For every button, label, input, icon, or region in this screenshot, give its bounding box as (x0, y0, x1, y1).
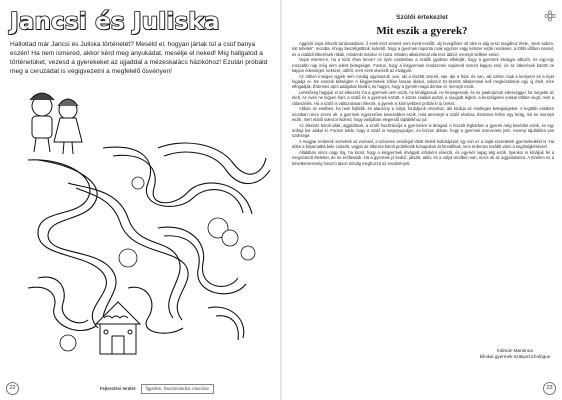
article-paragraph: Lehetőség hagyjuk el az étkezést: ha a gyermek nem eszik, ne kínálgassuk, ne fenyegessük, és ne jutalmazzuk édességgel, ha megette az ételt. Az evés ne legyen harc a szülő és a gyermek között. A közös családi asztal, a nyugodt légkör, a beszélgetés sokkal többet segít, mint a rábeszélés. Ha a szülő is változatosan étkezik, a gyerek is könnyebben próbál ki új ízeket. (292, 90, 554, 106)
author-signature (480, 348, 550, 360)
author-role: klinikai gyermek-szakpszichológus (479, 354, 550, 359)
maze-drawing (8, 88, 274, 376)
article-paragraph: Abban az esetben, ha nem fejlődik, és alacsony a súlya, forduljunk orvoshoz, aki kizárja az esetleges betegségeket. A legtöbb esetben azonban nincs szervi ok: a gyermek egyszerűen kevesebbet eszik, mint amennyit a szülő elvárna. Érdemes felírni egy hétig, mit és mennyit eszik, mert ebből sokszor kiderül, hogy valójában elegendő táplálékhoz jut. (292, 106, 554, 122)
gingerbread-house-drawing (96, 302, 140, 354)
development-area-value: figyelem, finommotorika, memória (141, 384, 214, 394)
article-paragraph: Aggódó anya érkezik tanácsadásra: ő évek közt semmit nem evett ezelőtt, oly levegőben ott ülve is alig veszi magához étele, ,Nem tudom, mit tehetek”, mondta. Ahogy beszélgettünk, kiderült, hogy a gyermek naponta csak egyszer vagy kétszer eszik rendesen, a többi időben nassol, és a családi étkezések ritkák, mindenki máskor ér haza. Minden alkalommal vita lesz abból, mennyit kellene ennie. (292, 41, 554, 57)
article-title: Mit eszik a gyerek? (376, 25, 468, 37)
article-paragraph: Az étkezés körüli viták, aggódások, a szülő frusztrációja a gyermekre is átragad. A feszült légkörben a gyerek még kevésbé eszik, és egy ördögi kör alakul ki. Fontos tehát, hogy a szülő is megnyugodjon, és bízzon abban, hogy a gyermek szervezete jelzi, mennyi táplálékra van szüksége. (292, 122, 554, 139)
author-name: Kálmán Marianna (496, 348, 533, 353)
section-kicker: Szülői értekezlet (396, 14, 448, 21)
development-area-note (100, 384, 214, 392)
article-paragraph: Az otthon ínséges ügyek nem mindig ugyanazok: van, aki a tésztát szereti, van, aki a húst, és van, aki szinte csak a kenyeret és a tejet fogadja el. Ne essünk kétségbe! A kisgyermekek ízlése lassan alakul, sokszor tíz-tizenöt alkalommal kell megkóstolniuk egy új ételt, mire elfogadják. Érdemes apró adagokat kínálni, és hagyni, hogy a gyerek maga döntse el, mennyit eszik. (292, 73, 554, 90)
title-banner (10, 8, 274, 36)
page-number: 22 (6, 382, 19, 395)
page-title: Jancsi és Juliska (10, 9, 220, 35)
footer-left (0, 378, 280, 400)
children-figure (30, 93, 82, 154)
article-paragraph: A magyar emberek szerettek az evéssel, a szívesen vendégül látott ételek kultúrájával; így van ez a saját szeretteink gyermekeikkel is. Ha ebbe a folyamatba bele csúszik, vagyis az étkezés körüli problémák hónapokon át fennállnak, nem érdemes tovább várni a segítségkéréssel. (292, 139, 554, 150)
maze-illustration (8, 88, 274, 376)
article-paragraph: Általában nincs nagy baj, ha kicsit, hogy a kisgyermek étvágyát időnként elveszti, és egy-két napig alig eszik. Ilyenkor is kínáljuk fel a megszokott ételeket, de ne erőltessük. Ha a gyermek jó kedvű, játszik, aktív, és a súlya rendben van, nincs ok az aggodalomra. A türelem és a következetesség hosszú távon mindig meghozza az eredményét. (292, 150, 554, 166)
development-area-label: Fejlesztési terület: (100, 386, 137, 391)
left-page (0, 0, 280, 400)
article-paragraph: Vajon elverné-e, ha a kicsi éhes lenne? Az ilyen esetekben a szülők gyakran elfelejtik, hogy a gyermek étvágya változó, és egy-egy rosszabb nap még nem jelent betegséget. Fontos, hogy a kisgyermek rendszeres napirend szerint kapjon enni, és az étkezések között ne kapjon édességet, kekszet, üdítőt, mert ezek elveszik az étvágyát. (292, 57, 554, 73)
page-number: 23 (543, 382, 556, 395)
maze-trees (60, 177, 255, 351)
article-body (292, 41, 554, 333)
footer-right (282, 378, 562, 400)
intro-text: Hallottad már Jancsi és Juliska történetét? Meséld el, hogyan jártak túl a csúf banya eszén! Ha nem ismered, akkor kérd meg anyukádat, mesélje el neked! Míg hallgatod a történetüket, vezesd a gyerekeket az ujjaddal a mézeskalács házikóhoz! Ezután próbáld meg a ceruzádat is végigvezetni a megfelelő ösvényen! (10, 41, 268, 76)
right-page (282, 0, 562, 400)
